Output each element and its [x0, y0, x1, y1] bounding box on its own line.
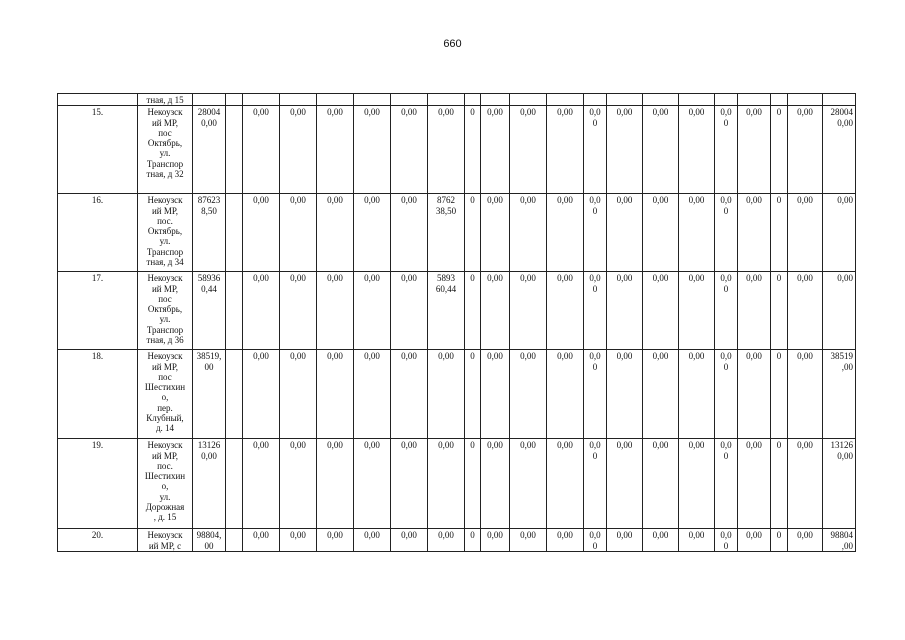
value-cell: 0,00 [280, 350, 317, 439]
value-cell: 0 [465, 350, 481, 439]
table-row [58, 272, 856, 350]
value-cell: 98804 ,00 [823, 529, 856, 552]
value-cell: 0 [465, 439, 481, 529]
value-cell: 0,00 [679, 350, 715, 439]
table-row [58, 439, 856, 529]
value-cell: 0,00 [788, 272, 823, 350]
total-cell: 98804, 00 [193, 529, 226, 552]
value-cell: 0,00 [679, 529, 715, 552]
value-cell: 0,0 0 [584, 272, 607, 350]
address-cell: Некоузск ий МР, пос. Шестихин о, ул. Дорожная , д. 15 [138, 439, 193, 529]
value-cell: 0,0 0 [584, 106, 607, 194]
value-cell: 0,00 [317, 194, 354, 272]
row-number-cell: 20. [58, 529, 138, 552]
value-cell: 0,00 [643, 106, 679, 194]
value-cell: 0,00 [643, 529, 679, 552]
table-cell [58, 94, 138, 106]
value-cell: 0,00 [547, 194, 584, 272]
value-cell: 0,00 [643, 194, 679, 272]
value-cell: 0,00 [679, 194, 715, 272]
address-cell: Некоузск ий МР, пос Октябрь, ул. Транспор тная, д 32 [138, 106, 193, 194]
value-cell: 0,0 0 [715, 272, 738, 350]
value-cell: 0,00 [823, 272, 856, 350]
value-cell: 0,00 [738, 194, 771, 272]
row-number-cell: 19. [58, 439, 138, 529]
value-cell: 0,00 [317, 272, 354, 350]
value-cell: 0,00 [510, 194, 547, 272]
value-cell: 0,00 [547, 272, 584, 350]
value-cell: 0,0 0 [715, 439, 738, 529]
table-row [58, 350, 856, 439]
row-number-cell: 15. [58, 106, 138, 194]
value-cell: 0,00 [510, 272, 547, 350]
value-cell: 0,00 [481, 194, 510, 272]
value-cell: 0,00 [679, 272, 715, 350]
value-cell: 0,00 [481, 272, 510, 350]
total-cell: 87623 8,50 [193, 194, 226, 272]
value-cell: 0,00 [510, 529, 547, 552]
value-cell: 0,0 0 [715, 350, 738, 439]
row-number-cell: 17. [58, 272, 138, 350]
value-cell: 0,00 [481, 529, 510, 552]
value-cell: 0,00 [243, 439, 280, 529]
value-cell: 5893 60,44 [428, 272, 465, 350]
value-cell: 0,00 [481, 106, 510, 194]
value-cell: 0,00 [354, 106, 391, 194]
value-cell: 0,00 [243, 350, 280, 439]
value-cell: 0,00 [738, 529, 771, 552]
value-cell [226, 272, 243, 350]
value-cell: 0,00 [510, 106, 547, 194]
value-cell: 0,00 [280, 194, 317, 272]
value-cell: 0,00 [391, 194, 428, 272]
value-cell: 0,00 [738, 272, 771, 350]
value-cell: 0 [465, 106, 481, 194]
value-cell: 0,00 [354, 350, 391, 439]
value-cell: 0,00 [391, 439, 428, 529]
value-cell [226, 194, 243, 272]
total-cell: 13126 0,00 [193, 439, 226, 529]
value-cell: 0,00 [428, 439, 465, 529]
value-cell: 0,0 0 [584, 350, 607, 439]
value-cell: 0,00 [607, 106, 643, 194]
value-cell: 0,00 [679, 439, 715, 529]
value-cell: 0,00 [547, 350, 584, 439]
value-cell: 0,00 [738, 350, 771, 439]
value-cell: 0 [465, 529, 481, 552]
value-cell: 0,0 0 [715, 194, 738, 272]
value-cell: 0,00 [317, 439, 354, 529]
value-cell: 0 [771, 272, 788, 350]
address-cell: Некоузск ий МР, с [138, 529, 193, 552]
value-cell: 0 [771, 194, 788, 272]
value-cell: 0,00 [788, 529, 823, 552]
value-cell: 0,00 [428, 350, 465, 439]
value-cell: 0,00 [547, 529, 584, 552]
value-cell: 0,00 [607, 439, 643, 529]
value-cell: 0,00 [481, 350, 510, 439]
value-cell: 0,00 [547, 439, 584, 529]
value-cell: 0 [465, 272, 481, 350]
value-cell: 0 [771, 106, 788, 194]
value-cell: 0,00 [391, 106, 428, 194]
value-cell: 0,00 [788, 439, 823, 529]
value-cell: 38519 ,00 [823, 350, 856, 439]
value-cell: 0,00 [317, 350, 354, 439]
value-cell: 0,00 [607, 272, 643, 350]
value-cell: 0,00 [643, 350, 679, 439]
value-cell: 13126 0,00 [823, 439, 856, 529]
address-cell: тная, д 15 [138, 94, 193, 106]
total-cell: 58936 0,44 [193, 272, 226, 350]
value-cell: 0,00 [738, 439, 771, 529]
value-cell: 0,00 [428, 106, 465, 194]
table-row [58, 106, 856, 194]
value-cell: 0,00 [391, 272, 428, 350]
value-cell [226, 106, 243, 194]
value-cell: 0,00 [354, 529, 391, 552]
value-cell: 0,00 [823, 194, 856, 272]
table-row [58, 194, 856, 272]
total-cell: 28004 0,00 [193, 106, 226, 194]
value-cell: 0,00 [317, 529, 354, 552]
value-cell: 0,00 [679, 106, 715, 194]
value-cell: 0,00 [428, 529, 465, 552]
value-cell: 0,00 [547, 106, 584, 194]
value-cell: 0 [465, 194, 481, 272]
value-cell: 0,00 [280, 272, 317, 350]
value-cell: 0,00 [510, 439, 547, 529]
page-number: 660 [443, 38, 462, 50]
value-cell: 0,00 [788, 350, 823, 439]
value-cell: 0,0 0 [584, 439, 607, 529]
value-cell: 8762 38,50 [428, 194, 465, 272]
value-cell: 0,00 [354, 194, 391, 272]
value-cell: 28004 0,00 [823, 106, 856, 194]
value-cell: 0,00 [243, 106, 280, 194]
value-cell [226, 350, 243, 439]
value-cell: 0,00 [243, 194, 280, 272]
table-row [58, 529, 856, 552]
value-cell: 0,0 0 [715, 529, 738, 552]
value-cell: 0,00 [643, 272, 679, 350]
value-cell: 0,00 [788, 106, 823, 194]
value-cell: 0,0 0 [584, 194, 607, 272]
value-cell: 0,00 [280, 439, 317, 529]
row-number-cell: 16. [58, 194, 138, 272]
value-cell: 0,00 [317, 106, 354, 194]
total-cell: 38519, 00 [193, 350, 226, 439]
value-cell: 0,00 [391, 350, 428, 439]
address-cell: Некоузск ий МР, пос Шестихин о, пер. Клубный, д. 14 [138, 350, 193, 439]
table-row-fragment [58, 94, 856, 106]
address-cell: Некоузск ий МР, пос Октябрь, ул. Транспор тная, д 36 [138, 272, 193, 350]
value-cell: 0,00 [280, 529, 317, 552]
value-cell [226, 529, 243, 552]
value-cell: 0,00 [643, 439, 679, 529]
value-cell: 0,00 [607, 350, 643, 439]
value-cell: 0,00 [243, 272, 280, 350]
value-cell: 0,0 0 [584, 529, 607, 552]
value-cell: 0,00 [738, 106, 771, 194]
data-table [57, 93, 856, 552]
value-cell: 0,0 0 [715, 106, 738, 194]
value-cell: 0 [771, 439, 788, 529]
value-cell: 0,00 [354, 439, 391, 529]
value-cell: 0,00 [607, 529, 643, 552]
value-cell: 0,00 [481, 439, 510, 529]
value-cell: 0,00 [243, 529, 280, 552]
value-cell: 0,00 [788, 194, 823, 272]
value-cell: 0,00 [510, 350, 547, 439]
value-cell [226, 439, 243, 529]
value-cell: 0,00 [354, 272, 391, 350]
value-cell: 0 [771, 529, 788, 552]
value-cell: 0 [771, 350, 788, 439]
value-cell: 0,00 [391, 529, 428, 552]
row-number-cell: 18. [58, 350, 138, 439]
address-cell: Некоузск ий МР, пос. Октябрь, ул. Транспор тная, д 34 [138, 194, 193, 272]
value-cell: 0,00 [607, 194, 643, 272]
value-cell: 0,00 [280, 106, 317, 194]
